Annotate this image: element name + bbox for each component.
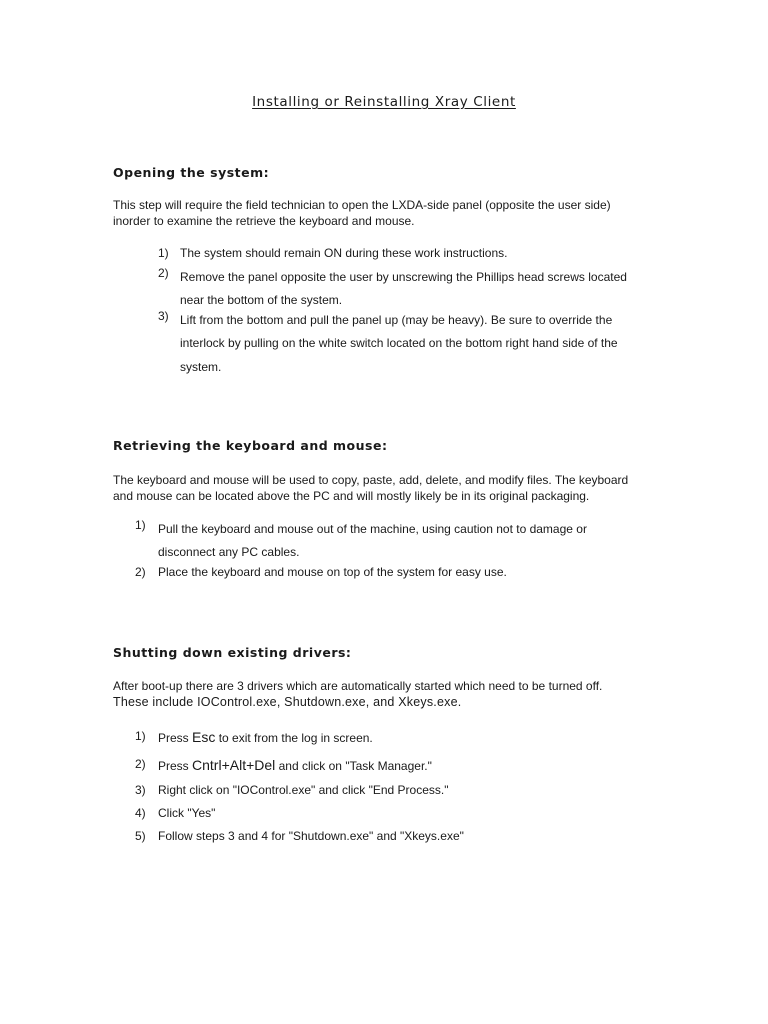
step-text: The system should remain ON during these work instructions.: [180, 246, 508, 260]
step-text-prefix: Press: [158, 731, 193, 745]
key-ctrl-alt-del: Cntrl+Alt+Del: [192, 757, 276, 773]
list-item: [135, 829, 464, 852]
intro-line: After boot-up there are 3 drivers which are automatically started which need to be turned off.: [113, 679, 603, 693]
list-item: [135, 757, 464, 783]
intro-line: and mouse can be located above the PC and will mostly likely be in its original packaging.: [113, 488, 590, 503]
step-text: Click "Yes": [158, 806, 216, 820]
step-text: Place the keyboard and mouse on top of the system for easy use.: [158, 564, 507, 579]
step-text: Follow steps 3 and 4 for "Shutdown.exe" and "Xkeys.exe": [158, 829, 464, 843]
section-heading-retrieving-keyboard: Retrieving the keyboard and mouse:: [113, 438, 388, 453]
section-heading-shutting-down-drivers: Shutting down existing drivers:: [113, 645, 352, 660]
list-item: [135, 729, 464, 757]
step-text-suffix: and click on "Task Manager.": [275, 759, 432, 773]
step-number: 1): [135, 518, 146, 532]
section-intro-opening-system: [113, 198, 673, 229]
step-number: 3): [135, 783, 146, 797]
steps-shutting-down-drivers: [135, 729, 464, 852]
step-text-prefix: Press: [158, 759, 193, 773]
step-text: Pull the keyboard and mouse out of the machine, using caution not to damage or: [158, 522, 587, 536]
step-text: near the bottom of the system.: [180, 293, 343, 307]
step-number: 3): [158, 308, 169, 323]
list-item: [135, 783, 464, 806]
document-title: Installing or Reinstalling Xray Client: [252, 94, 516, 110]
step-text: Remove the panel opposite the user by unscrewing the Phillips head screws located: [180, 269, 627, 284]
step-number: 2): [135, 757, 146, 771]
step-number: 4): [135, 806, 146, 820]
intro-line: These include IOControl.exe, Shutdown.exe, and Xkeys.exe.: [113, 694, 462, 709]
list-item: [158, 309, 627, 379]
key-esc: Esc: [192, 729, 216, 745]
step-number: 1): [158, 246, 169, 260]
step-text: interlock by pulling on the white switch located on the bottom right hand side of the: [180, 336, 618, 350]
list-item: [135, 806, 464, 829]
list-item: [135, 565, 587, 585]
step-text-suffix: to exit from the log in screen.: [215, 731, 373, 745]
step-number: 5): [135, 829, 146, 843]
intro-line: The keyboard and mouse will be used to copy, paste, add, delete, and modify files. The keyboard: [113, 473, 629, 487]
steps-opening-system: [158, 246, 627, 379]
section-intro-retrieving-keyboard: [113, 473, 673, 504]
step-text: Right click on "IOControl.exe" and click "End Process.": [158, 783, 449, 797]
section-intro-shutting-down-drivers: [113, 679, 673, 710]
step-text: Lift from the bottom and pull the panel up (may be heavy). Be sure to override the: [180, 312, 613, 327]
step-number: 2): [135, 564, 146, 579]
step-text: disconnect any PC cables.: [158, 544, 300, 559]
step-number: 2): [158, 265, 169, 280]
step-number: 1): [135, 729, 146, 743]
list-item: [135, 518, 587, 565]
step-text: system.: [180, 359, 222, 374]
section-heading-opening-system: Opening the system:: [113, 165, 270, 180]
intro-line: This step will require the field technician to open the LXDA-side panel (opposite the user side): [113, 198, 611, 212]
intro-line: inorder to examine the retrieve the keyboard and mouse.: [113, 213, 415, 228]
list-item: [158, 266, 627, 313]
steps-retrieving-keyboard: [135, 518, 587, 585]
